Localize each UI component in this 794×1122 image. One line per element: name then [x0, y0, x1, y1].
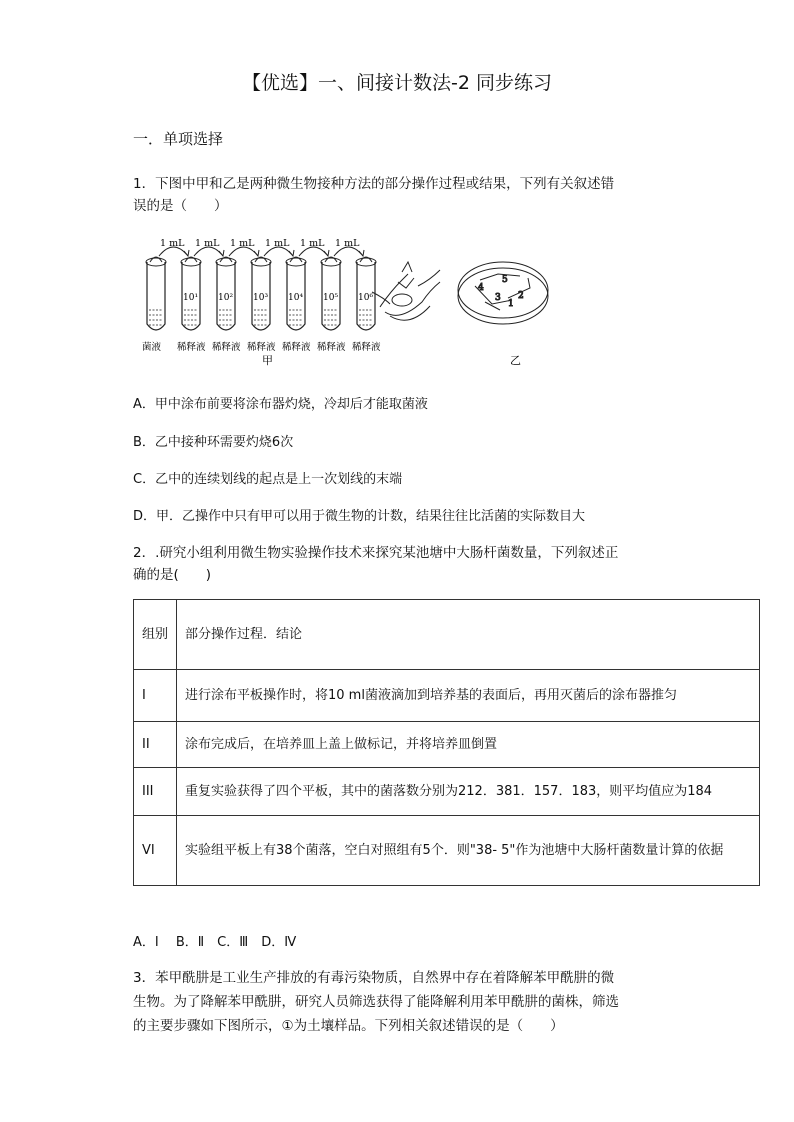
page-title: 【优选】一、间接计数法-2 同步练习 — [242, 72, 552, 94]
transfer-volume-label: 1 mL — [335, 238, 360, 249]
streak-plate — [458, 262, 548, 324]
q1-option-b: B．乙中接种环需要灼烧6次 — [133, 435, 294, 450]
dilution-tubes — [142, 257, 381, 353]
transfer-volume-label: 1 mL — [160, 238, 185, 249]
tube-bottom-label: 稀释液 — [212, 342, 241, 353]
tube-bottom-label: 稀释液 — [177, 342, 206, 353]
transfer-volume-label: 1 mL — [265, 238, 290, 249]
table-header-row — [134, 600, 760, 670]
q1-option-a: A．甲中涂布前要将涂布器灼烧，冷却后才能取菌液 — [133, 397, 428, 412]
transfer-volume-label: 1 mL — [195, 238, 220, 249]
tube-dilution-label: 10² — [218, 293, 234, 303]
tube-bottom-label: 稀释液 — [352, 342, 381, 353]
q1-stem-line1: 1．下图中甲和乙是两种微生物接种方法的部分操作过程或结果，下列有关叙述错 — [133, 176, 615, 192]
table-row — [134, 670, 760, 722]
tube-dilution-label: 10³ — [253, 293, 269, 303]
table-cell-content: 重复实验获得了四个平板，其中的菌落数分别为212．381．157．183，则平均值应为184 — [177, 768, 760, 816]
q2-table — [133, 599, 760, 886]
section-heading: 一．单项选择 — [133, 130, 224, 148]
plate-number: 5 — [502, 275, 508, 285]
plate-number: 3 — [495, 293, 501, 303]
table-cell-group: II — [134, 722, 177, 768]
tube-dilution-label: 10⁴ — [288, 293, 304, 303]
tube-bottom-label: 稀释液 — [317, 342, 346, 353]
q3-line1: 3．苯甲酰肼是工业生产排放的有毒污染物质，自然界中存在着降解苯甲酰肼的微 — [133, 970, 615, 986]
figure-caption-b: 乙 — [510, 354, 521, 367]
tube-dilution-label: 10¹ — [183, 293, 199, 303]
table-row — [134, 816, 760, 886]
transfer-arrows — [159, 238, 364, 256]
q3-line2: 生物。为了降解苯甲酰肼，研究人员筛选获得了能降解利用苯甲酰肼的菌株，筛选 — [133, 994, 619, 1010]
table-header-content: 部分操作过程．结论 — [177, 600, 760, 670]
q2-options: A．Ⅰ B．Ⅱ C．Ⅲ D．Ⅳ — [133, 935, 297, 950]
table-cell-group: III — [134, 768, 177, 816]
q1-figure — [140, 232, 560, 372]
transfer-volume-label: 1 mL — [300, 238, 325, 249]
q1-stem-line2: 误的是（ ） — [133, 198, 228, 214]
tube-dilution-label: 10⁶ — [358, 293, 374, 303]
plate-number: 4 — [478, 283, 484, 293]
table-row — [134, 768, 760, 816]
tube-bottom-label: 菌液 — [142, 342, 162, 353]
stock-tube — [146, 257, 166, 330]
table-cell-content: 进行涂布平板操作时，将10 ml菌液滴加到培养基的表面后，再用灭菌后的涂布器推匀 — [177, 670, 760, 722]
q1-option-c: C．乙中的连续划线的起点是上一次划线的末端 — [133, 472, 403, 487]
table-cell-content: 实验组平板上有38个菌落，空白对照组有5个．则"38- 5"作为池塘中大肠杆菌数量计算的依据 — [177, 816, 760, 886]
plate-number: 2 — [518, 291, 524, 301]
q3-line3: 的主要步骤如下图所示，①为土壤样品。下列相关叙述错误的是（ ） — [133, 1018, 564, 1034]
figure-caption-a: 甲 — [262, 354, 273, 367]
tube-bottom-label: 稀释液 — [282, 342, 311, 353]
q2-stem-line1: 2．.研究小组利用微生物实验操作技术来探究某池塘中大肠杆菌数量，下列叙述正 — [133, 545, 619, 561]
q2-stem-line2: 确的是( ) — [133, 567, 212, 583]
table-header-group: 组别 — [134, 600, 177, 670]
table-cell-group: VI — [134, 816, 177, 886]
spreader-illustration — [372, 262, 440, 320]
table-cell-group: I — [134, 670, 177, 722]
tube-dilution-label: 10⁵ — [323, 293, 339, 303]
table-row — [134, 722, 760, 768]
q1-option-d: D．甲．乙操作中只有甲可以用于微生物的计数，结果往往比活菌的实际数目大 — [133, 509, 586, 524]
table-cell-content: 涂布完成后，在培养皿上盖上做标记，并将培养皿倒置 — [177, 722, 760, 768]
tube-bottom-label: 稀释液 — [247, 342, 276, 353]
plate-number: 1 — [508, 299, 514, 309]
transfer-volume-label: 1 mL — [230, 238, 255, 249]
